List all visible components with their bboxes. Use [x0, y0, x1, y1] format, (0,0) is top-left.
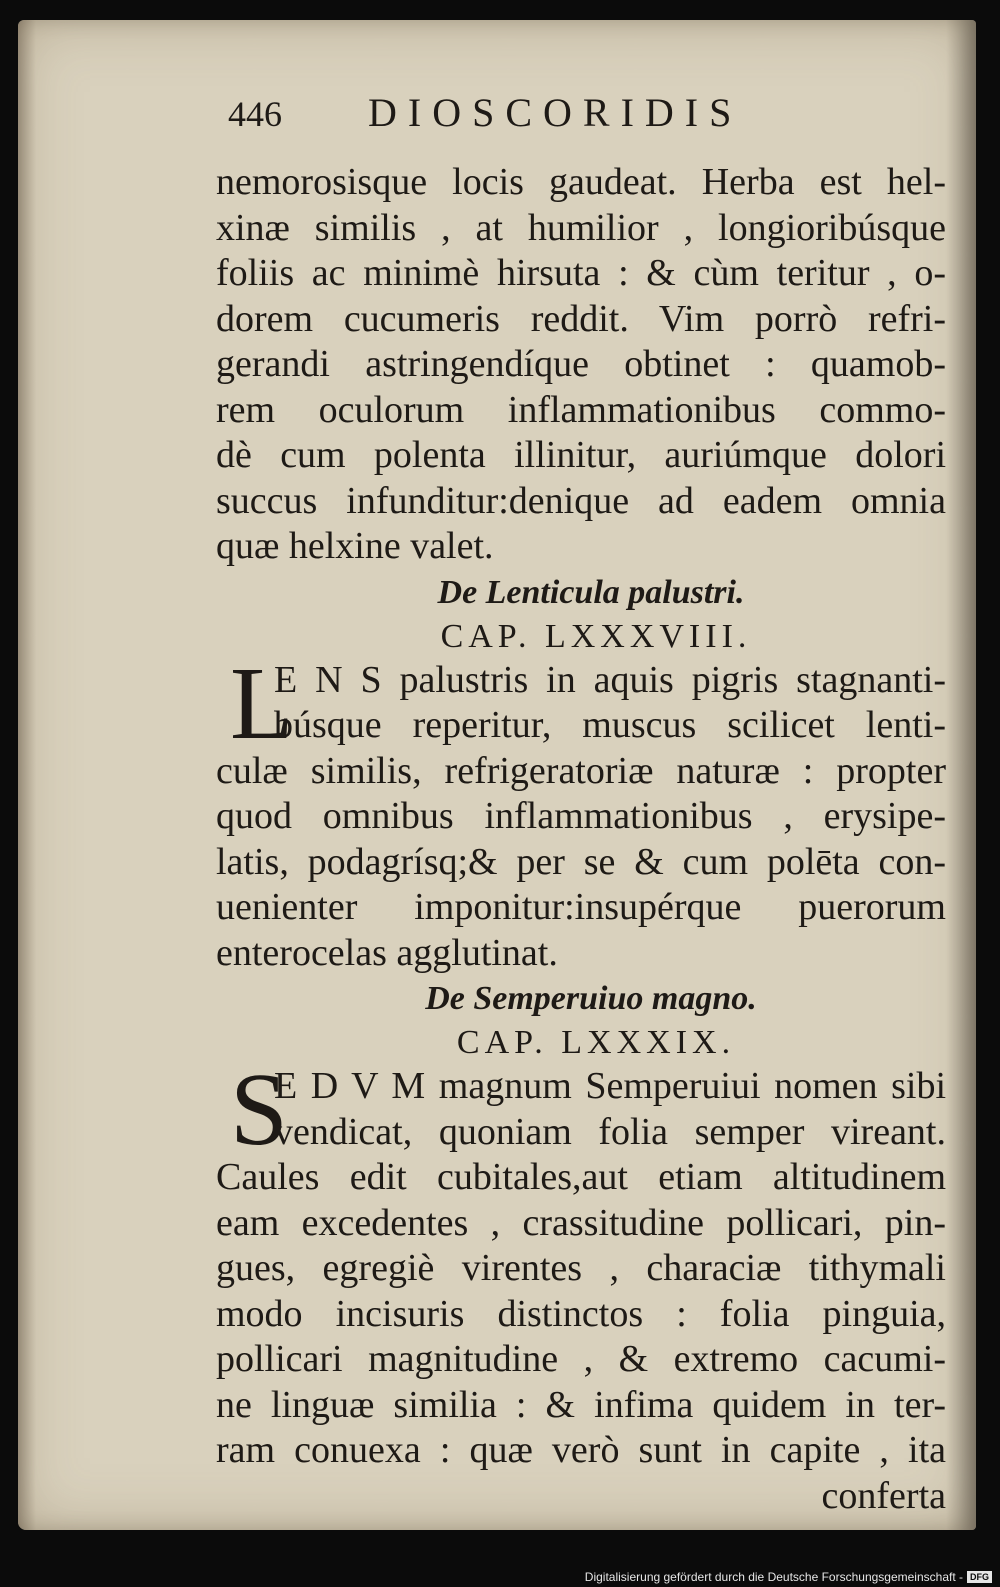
text-line: xinæ similis , at humilior , longioribúsque — [216, 206, 946, 249]
page-number: 446 — [228, 94, 282, 134]
page-left-edge — [18, 20, 36, 1530]
chapter-number: CAP. LXXXIX. — [456, 1024, 736, 1061]
text-line: ne linguæ similia : & infima quidem in ter- — [216, 1383, 946, 1426]
page-spine-shadow — [946, 20, 976, 1530]
text-line: latis, podagrísq;& per se & cum polēta con- — [216, 840, 946, 883]
text-line: E N S palustris in aquis pigris stagnanti- — [274, 658, 946, 701]
section-heading: De Semperuiuo magno. — [425, 980, 757, 1017]
section-heading: De Lenticula palustri. — [437, 573, 745, 611]
intro-paragraph — [216, 160, 946, 570]
drop-cap: L — [230, 645, 294, 761]
text-line: nemorosisque locis gaudeat. Herba est hel- — [216, 161, 946, 203]
text-line: quæ helxine valet. — [216, 525, 494, 567]
credit-text: Digitalisierung gefördert durch die Deutsche Forschungsgemeinschaft - — [584, 1570, 963, 1584]
dfg-logo: DFG — [967, 1571, 992, 1583]
text-line: dorem cucumeris reddit. Vim porrò refri- — [216, 297, 946, 340]
section-paragraph — [216, 645, 946, 977]
text-line: uenienter imponitur:insupérque puerorum — [216, 886, 946, 928]
catchword: conferta — [821, 1474, 946, 1517]
text-line: búsque reperitur, muscus scilicet lenti- — [274, 704, 946, 746]
section-paragraph — [216, 1052, 946, 1519]
page-header — [216, 90, 946, 160]
book-page — [18, 20, 976, 1530]
text-line: succus infunditur:denique ad eadem omnia — [216, 479, 946, 522]
text-line: culæ similis, refrigeratoriæ naturæ : propter — [216, 749, 946, 792]
digitization-credit — [585, 1570, 992, 1584]
text-line: modo incisuris distinctos : folia pinguia, — [216, 1292, 946, 1335]
text-line: ram conuexa : quæ verò sunt in capite , ita — [216, 1429, 946, 1471]
text-line: pollicari magnitudine , & extremo cacumi- — [216, 1338, 946, 1380]
text-line: vendicat, quoniam folia semper vireant. — [274, 1110, 946, 1153]
text-line: gerandi astringendíque obtinet : quamob- — [216, 343, 946, 385]
text-line: eam excedentes , crassitudine pollicari, pin- — [216, 1201, 946, 1244]
drop-cap: S — [230, 1052, 288, 1167]
text-line: E D V M magnum Semperuiui nomen sibi — [274, 1065, 946, 1107]
running-title: DIOSCORIDIS — [368, 90, 743, 135]
text-line: enterocelas agglutinat. — [216, 931, 558, 974]
chapter-number: CAP. LXXXVIII. — [440, 617, 752, 655]
text-line: gues, egregiè virentes , characiæ tithymali — [216, 1247, 946, 1289]
text-line: dè cum polenta illinitur, auriúmque dolori — [216, 434, 946, 476]
text-line: Caules edit cubitales,aut etiam altitudinem — [216, 1156, 946, 1198]
text-block — [216, 90, 946, 1519]
text-line: quod omnibus inflammationibus , erysipe- — [216, 795, 946, 837]
text-line: foliis ac minimè hirsuta : & cùm teritur , o- — [216, 252, 946, 294]
text-line: rem oculorum inflammationibus commo- — [216, 388, 946, 431]
